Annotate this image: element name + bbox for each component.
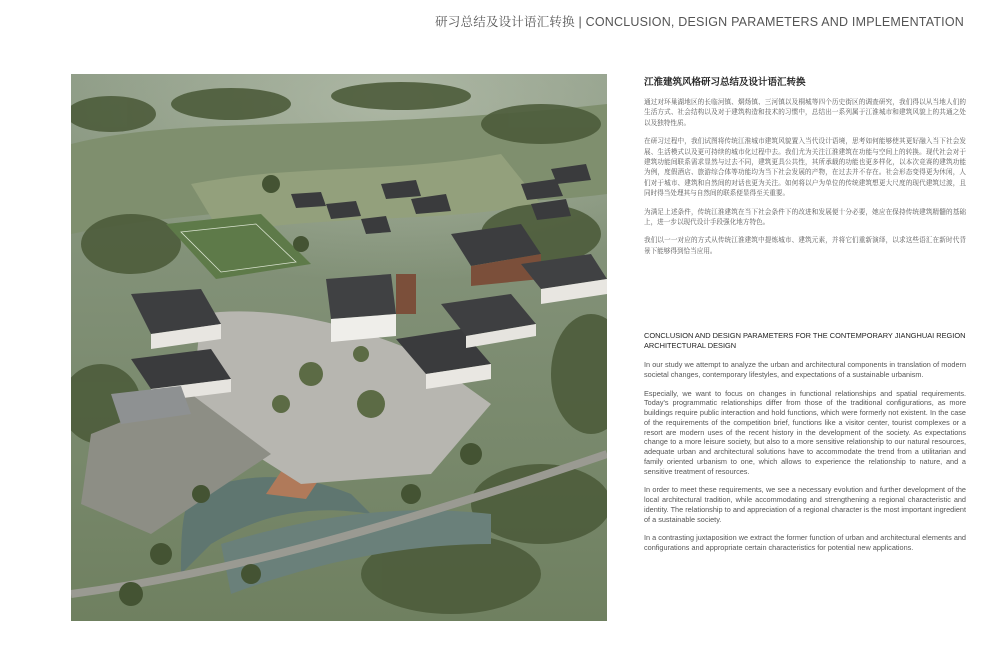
english-text-column [644,360,966,562]
zh-section-title: 江淮建筑风格研习总结及设计语汇转换 [644,77,806,88]
en-paragraph: In a contrasting juxtaposition we extract the former function of urban and architectural elements and configurations and appropriate certain characteristics for potential new applications. [644,533,966,552]
chinese-text-column [644,74,966,264]
en-paragraph: In order to meet these requirements, we see a necessary evolution and further development of the local architectural tradition, while accommodating and strengthening a regional characteristic and identity. The relationship to and appreciation of a regional character is the most important ingredient of a sustainable society. [644,485,966,524]
en-section-title: CONCLUSION AND DESIGN PARAMETERS FOR THE CONTEMPORARY JIANGHUAI REGION ARCHITECTURAL DESIGN [644,331,966,351]
zh-paragraph: 通过对环巢湖地区的长临河镇、烔炀镇、三河镇以及桐城等四个历史街区的调查研究，我们得以从当地人们的生活方式、社会结构以及对于建筑构造和技术的习惯中，总结出一系列属于江淮城市和建筑风貌上的共通之处以及独特性质。 [644,98,966,127]
aerial-rendering [71,74,607,621]
en-paragraph: In our study we attempt to analyze the urban and architectural components in translation of modern societal changes, contemporary lifestyles, and expectations of a sustainable urbanism. [644,360,966,379]
page-header-title: 研习总结及设计语汇转换 | CONCLUSION, DESIGN PARAMETERS AND IMPLEMENTATION [435,15,964,29]
en-paragraph: Especially, we want to focus on changes in functional relationships and spatial requirements. Today's programmatic relationships differ from those of the traditional configurations, as more buildings require public interaction and hold functions, which were formerly not existent. In the case of the requirements of the competition brief, functions like a visitor center, tourist complexes or a resort are modern uses of the recent history in the development of the society. As expectations change to a more leisure society, but also to a more sensitive relationship to our natural resources, adequate urban and architectural solutions have to accommodate the trend from a utilitarian and family oriented urbanism to one, which allows to experience the relationship to nature, and a sensitive treatment of resources. [644,388,966,476]
zh-paragraph: 为满足上述条件，传统江淮建筑在当下社会条件下的改进和发展便十分必要，她应在保持传统建筑精髓的基础上，进一步以现代设计手段强化地方特色。 [644,207,966,227]
zh-paragraph: 我们以一一对应的方式从传统江淮建筑中提炼城市、建筑元素，并将它们重新演绎，以求这些语汇在新时代背景下能够得到恰当应用。 [644,236,966,255]
zh-paragraph: 在研习过程中，我们试图将传统江淮城市建筑风貌置入当代设计语境，思考如何能够使其更好融入当下社会发展、生活模式以及更可持续的城市化过程中去。我们尤为关注江淮建筑在功能与空间上的转换。现代社会对于建筑功能间联系需求显然与过去不同，建筑更具公共性，其所承载的功能也更多样化，以本次竞赛的建筑功能为例，度假酒店、旅游综合体等功能均为当下社会发展的产物，在过去并不存在。社会形态变得更为休闲，人们对于城市、建筑和自然间的对话也更为关注。如何将以户为单位的传统建筑想更大尺度的现代建筑过渡，且同时得当处理其与自然间的联系便显得至关重要。 [644,137,966,198]
